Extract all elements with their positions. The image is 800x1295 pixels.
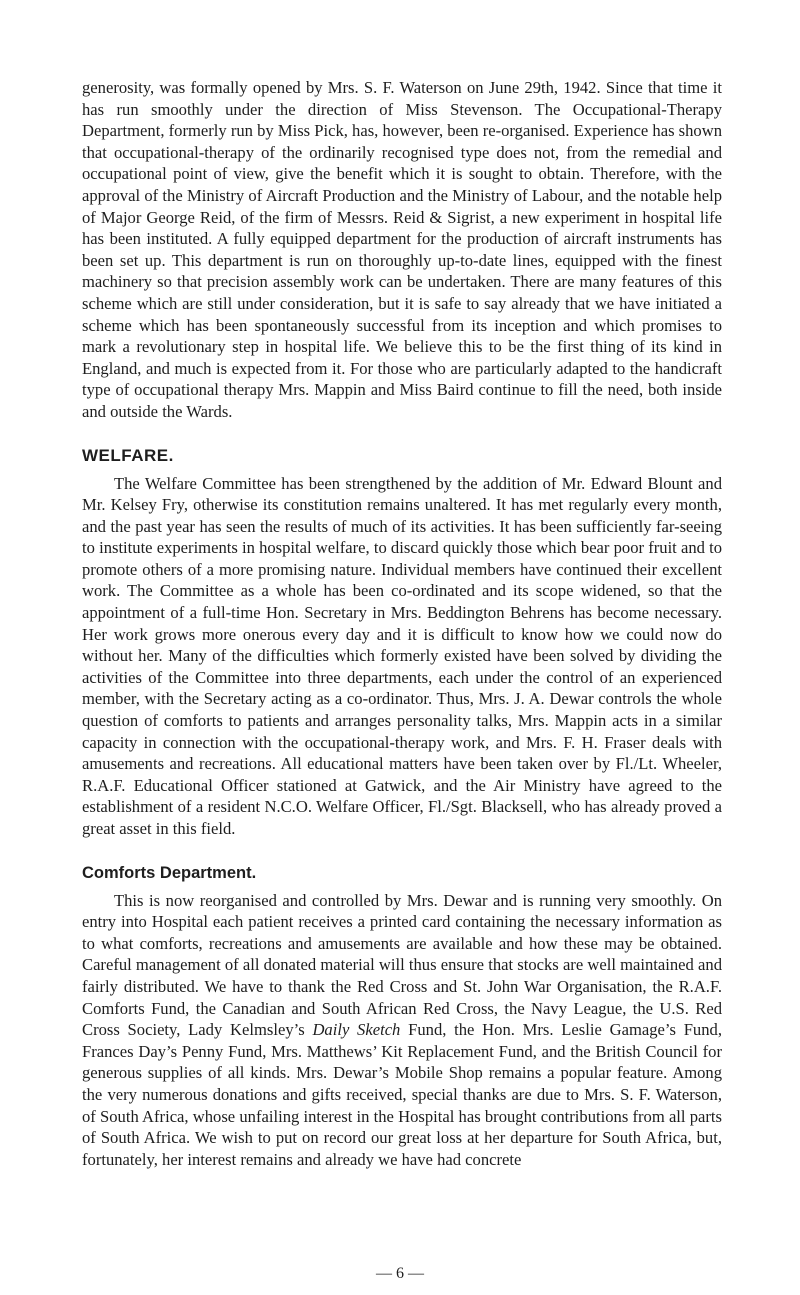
comforts-heading: Comforts Department. <box>82 863 257 882</box>
intro-paragraph: generosity, was formally opened by Mrs. S. F. Waterson on June 29th, 1942. Since that time it has run smoothly under the direction of Miss Stevenson. The Occupational-Therapy Department, formerly run by Miss Pick, has, however, been re-organised. Experience has shown that occupational-therapy of the ordinarily recognised type does not, from the remedial and occupational point of view, give the benefit which it is sought to obtain. Therefore, with the approval of the Ministry of Aircraft Production and the Ministry of Labour, and the notable help of Major George Reid, of the firm of Messrs. Reid & Sigrist, a new experiment in hospital life has been instituted. A fully equipped department for the production of aircraft instruments has been set up. This department is run on thoroughly up-to-date lines, equipped with the finest machinery so that precision assembly work can be undertaken. There are many features of this scheme which are still under consideration, but it is safe to say already that we have initiated a scheme which has been spontaneously successful from its inception and which promises to mark a revolutionary step in hospital life. We believe this to be the first thing of its kind in England, and much is expected from it. For those who are particularly adapted to the handicraft type of occupational therapy Mrs. Mappin and Miss Baird continue to fill the need, both inside and outside the Wards. <box>82 78 723 421</box>
comforts-paragraph <box>82 890 722 1171</box>
page-number: — 6 — <box>376 1265 424 1282</box>
comforts-text-part-1: This is now reorganised and controlled by Mrs. Dewar and is running very smoothly. On entry into Hospital each patient receives a printed card containing the necessary information as to what comforts, recreations and amusements are available and how these may be obtained. Careful management of all donated material will thus ensure that stocks are well maintained and fairly distributed. We have to thank the Red Cross and St. John War Organisation, the R.A.F. Comforts Fund, the Canadian and South African Red Cross, the Navy League, the U.S. Red Cross Society, Lady Kelmsley’s <box>82 890 722 1040</box>
comforts-text-part-2: Fund, the Hon. Mrs. Leslie Gamage’s Fund, Frances Day’s Penny Fund, Mrs. Matthews’ Kit Replacement Fund, and the British Council for generous supplies of all kinds. Mrs. Dewar’s Mobile Shop remains a popular feature. Among the very numerous donations and gifts received, special thanks are due to Mrs. S. F. Waterson, of South Africa, whose unfailing interest in the Hospital has brought contributions from all parts of South Africa. We wish to put on record our great loss at her departure for South Africa, but, fortunately, her interest remains and already we have had concrete <box>82 1020 722 1169</box>
welfare-heading: WELFARE. <box>82 445 174 465</box>
document-page <box>82 77 722 1170</box>
welfare-paragraph: The Welfare Committee has been strengthened by the addition of Mr. Edward Blount and Mr. Kelsey Fry, otherwise its constitution remains unaltered. It has met regularly every month, and the past year has seen the results of much of its activities. It has been sufficiently far-seeing to institute experiments in hospital welfare, to discard quickly those which bear poor fruit and to promote others of a more promising nature. Individual members have continued their excellent work. The Committee as a whole has been co-ordinated and its scope widened, so that the appointment of a full-time Hon. Secretary in Mrs. Beddington Behrens has become necessary. Her work grows more onerous every day and it is difficult to know how we could now do without her. Many of the difficulties which formerly existed have been solved by dividing the activities of the Committee into three departments, each under the control of an experienced member, with the Secretary acting as a co-ordinator. Thus, Mrs. J. A. Dewar controls the whole question of comforts to patients and arranges personality talks, Mrs. Mappin acts in a similar capacity in connection with the occupational-therapy work, and Mrs. F. H. Fraser deals with amusements and recreations. All educational matters have been taken over by Fl./Lt. Wheeler, R.A.F. Educational Officer stationed at Gatwick, and the Air Ministry have agreed to the establishment of a resident N.C.O. Welfare Officer, Fl./Sgt. Blacksell, who has already proved a great asset in this field. <box>82 473 722 838</box>
daily-sketch-title: Daily Sketch <box>312 1020 401 1040</box>
